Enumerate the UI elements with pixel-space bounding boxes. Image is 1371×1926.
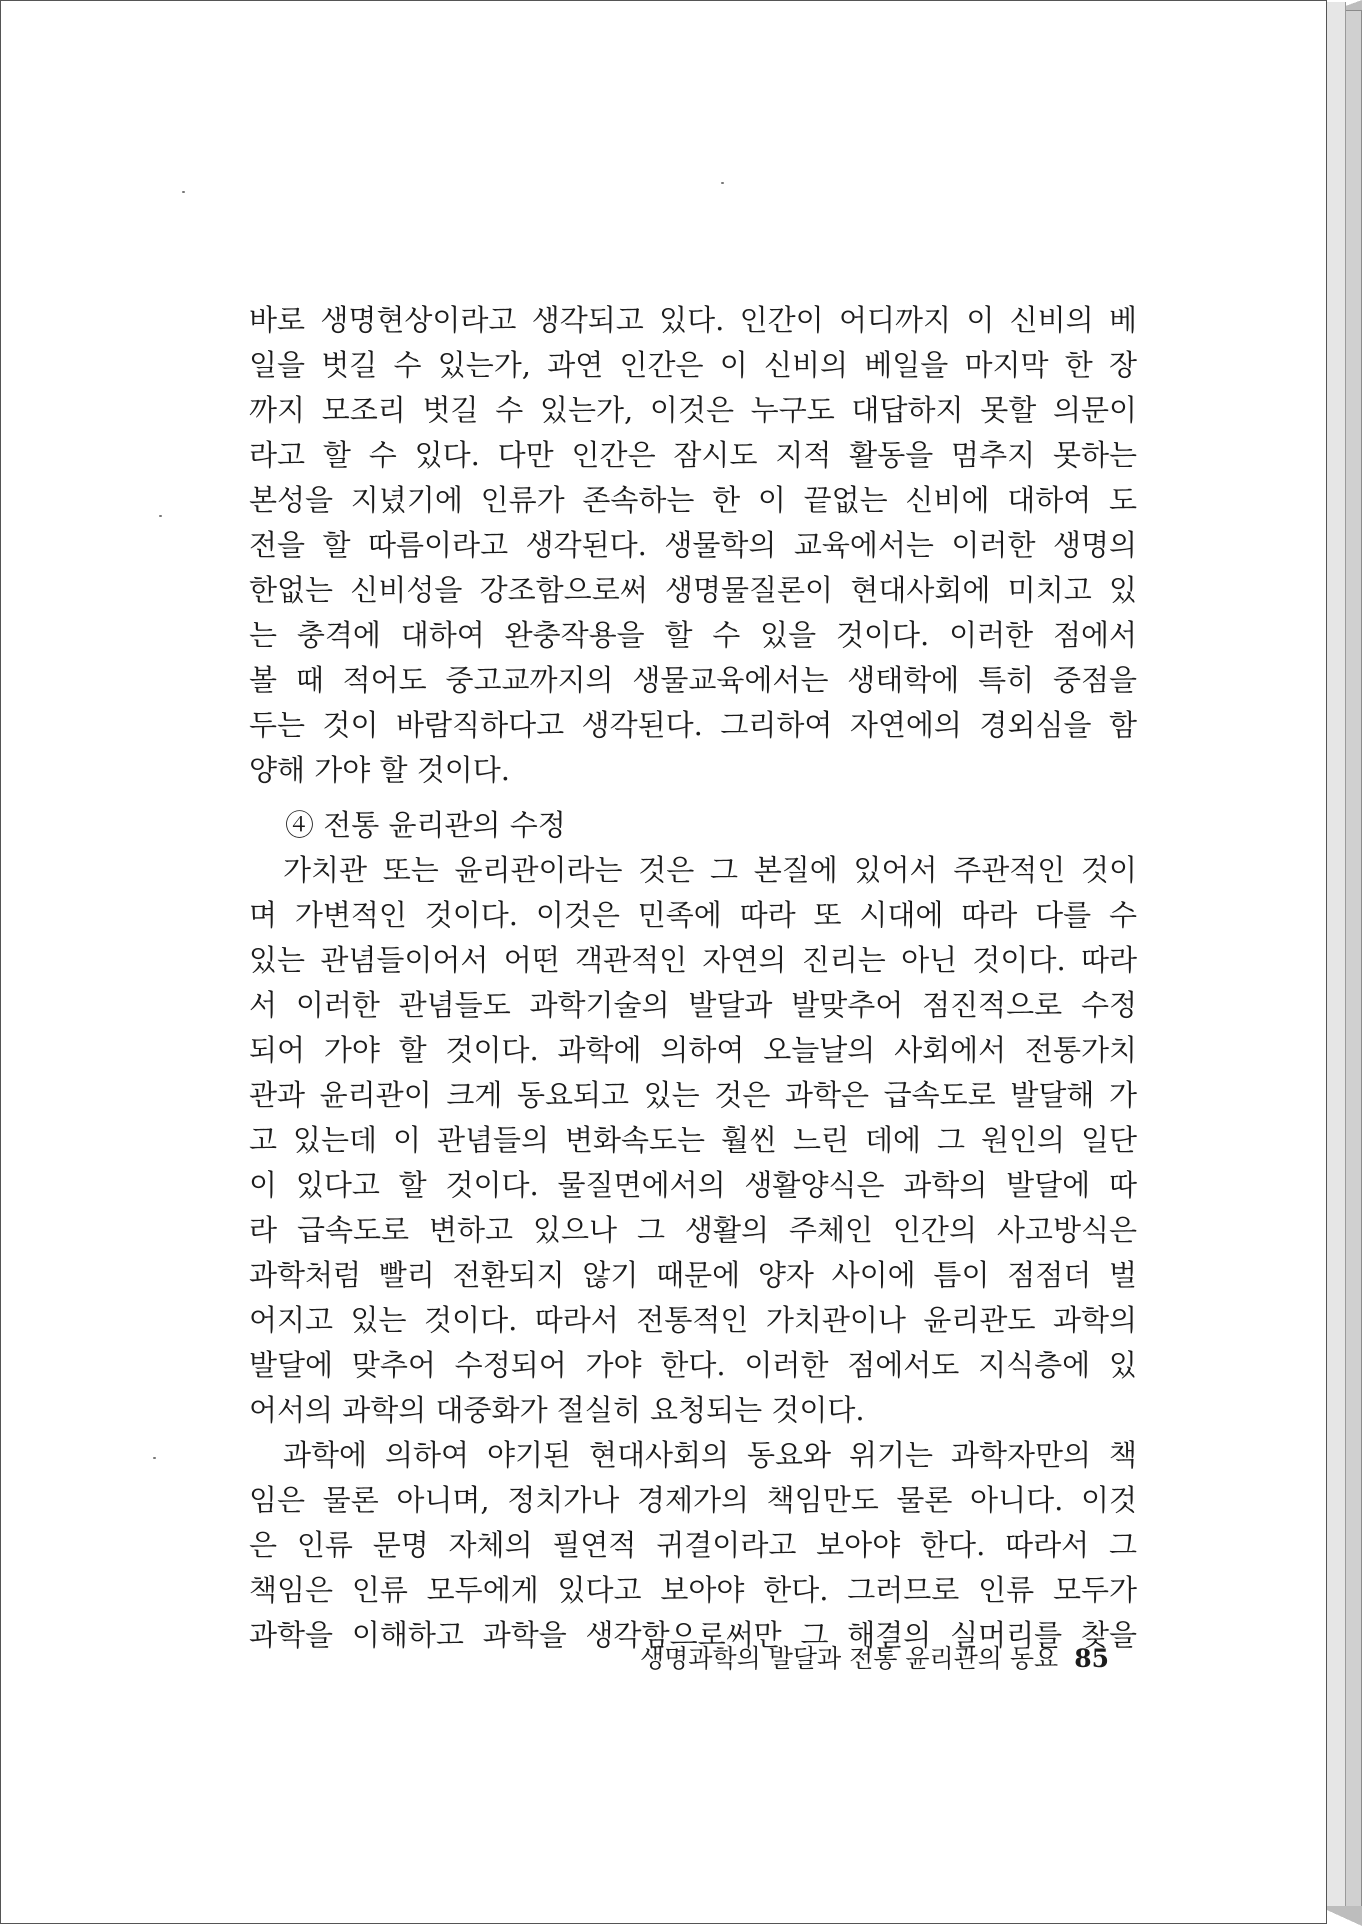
- text-line: 고 있는데 이 관념들의 변화속도는 훨씬 느린 데에 그 원인의 일단: [249, 1123, 1137, 1157]
- text-line: 한없는 신비성을 강조함으로써 생명물질론이 현대사회에 미치고 있: [249, 573, 1137, 607]
- section-heading: ④ 전통 윤리관의 수정: [285, 808, 566, 842]
- text-line: 과학을 이해하고 과학을 생각함으로써만 그 해결의 실머리를 찾을: [249, 1618, 1137, 1652]
- text-line: 은 인류 문명 자체의 필연적 귀결이라고 보아야 한다. 따라서 그: [249, 1528, 1137, 1562]
- text-line: 이 있다고 할 것이다. 물질면에서의 생활양식은 과학의 발달에 따: [249, 1168, 1137, 1202]
- text-line: 책임은 인류 모두에게 있다고 보아야 한다. 그러므로 인류 모두가: [249, 1573, 1137, 1607]
- text-line: 전을 할 따름이라고 생각된다. 생물학의 교육에서는 이러한 생명의: [249, 528, 1137, 562]
- text-line: 바로 생명현상이라고 생각되고 있다. 인간이 어디까지 이 신비의 베: [249, 303, 1137, 337]
- scan-speck: [159, 515, 162, 517]
- page-number: 85: [1074, 1644, 1109, 1673]
- scan-speck: [182, 191, 185, 193]
- paragraph-3: [249, 1433, 1137, 1658]
- text-line: 되어 가야 할 것이다. 과학에 의하여 오늘날의 사회에서 전통가치: [249, 1033, 1137, 1067]
- paragraph-1: [249, 298, 1137, 793]
- paragraph-2: [249, 848, 1137, 1433]
- running-title: 생명과학의 발달과 전통 윤리관의 동요: [640, 1644, 1059, 1673]
- section-4: [249, 803, 1137, 1658]
- text-line: 가치관 또는 윤리관이라는 것은 그 본질에 있어서 주관적인 것이: [283, 853, 1137, 887]
- text-line: 는 충격에 대하여 완충작용을 할 수 있을 것이다. 이러한 점에서: [249, 618, 1137, 652]
- text-line: 일을 벗길 수 있는가, 과연 인간은 이 신비의 베일을 마지막 한 장: [249, 348, 1137, 382]
- text-line: 라고 할 수 있다. 다만 인간은 잠시도 지적 활동을 멈추지 못하는: [249, 438, 1137, 472]
- text-line: 양해 가야 할 것이다.: [249, 753, 510, 787]
- text-line: 임은 물론 아니며, 정치가나 경제가의 책임만도 물론 아니다. 이것: [249, 1483, 1137, 1517]
- text-line: 어지고 있는 것이다. 따라서 전통적인 가치관이나 윤리관도 과학의: [249, 1303, 1137, 1337]
- text-line: 과학에 의하여 야기된 현대사회의 동요와 위기는 과학자만의 책: [283, 1438, 1137, 1472]
- scan-speck: [153, 1457, 156, 1459]
- text-line: 까지 모조리 벗길 수 있는가, 이것은 누구도 대답하지 못할 의문이: [249, 393, 1137, 427]
- text-line: 두는 것이 바람직하다고 생각된다. 그리하여 자연에의 경외심을 함: [249, 708, 1137, 742]
- text-line: 어서의 과학의 대중화가 절실히 요청되는 것이다.: [249, 1393, 865, 1427]
- text-line: 며 가변적인 것이다. 이것은 민족에 따라 또 시대에 따라 다를 수: [249, 898, 1137, 932]
- page-footer: [601, 1639, 1109, 1679]
- text-line: 볼 때 적어도 중고교까지의 생물교육에서는 생태학에 특히 중점을: [249, 663, 1137, 697]
- text-line: 서 이러한 관념들도 과학기술의 발달과 발맞추어 점진적으로 수정: [249, 988, 1137, 1022]
- scan-speck: [721, 182, 724, 184]
- text-line: 발달에 맞추어 수정되어 가야 한다. 이러한 점에서도 지식층에 있: [249, 1348, 1137, 1382]
- text-line: 있는 관념들이어서 어떤 객관적인 자연의 진리는 아닌 것이다. 따라: [249, 943, 1137, 977]
- text-line: 본성을 지녔기에 인류가 존속하는 한 이 끝없는 신비에 대하여 도: [249, 483, 1137, 517]
- text-line: 라 급속도로 변하고 있으나 그 생활의 주체인 인간의 사고방식은: [249, 1213, 1137, 1247]
- text-line: 과학처럼 빨리 전환되지 않기 때문에 양자 사이에 틈이 점점더 벌: [249, 1258, 1137, 1292]
- text-line: 관과 윤리관이 크게 동요되고 있는 것은 과학은 급속도로 발달해 가: [249, 1078, 1137, 1112]
